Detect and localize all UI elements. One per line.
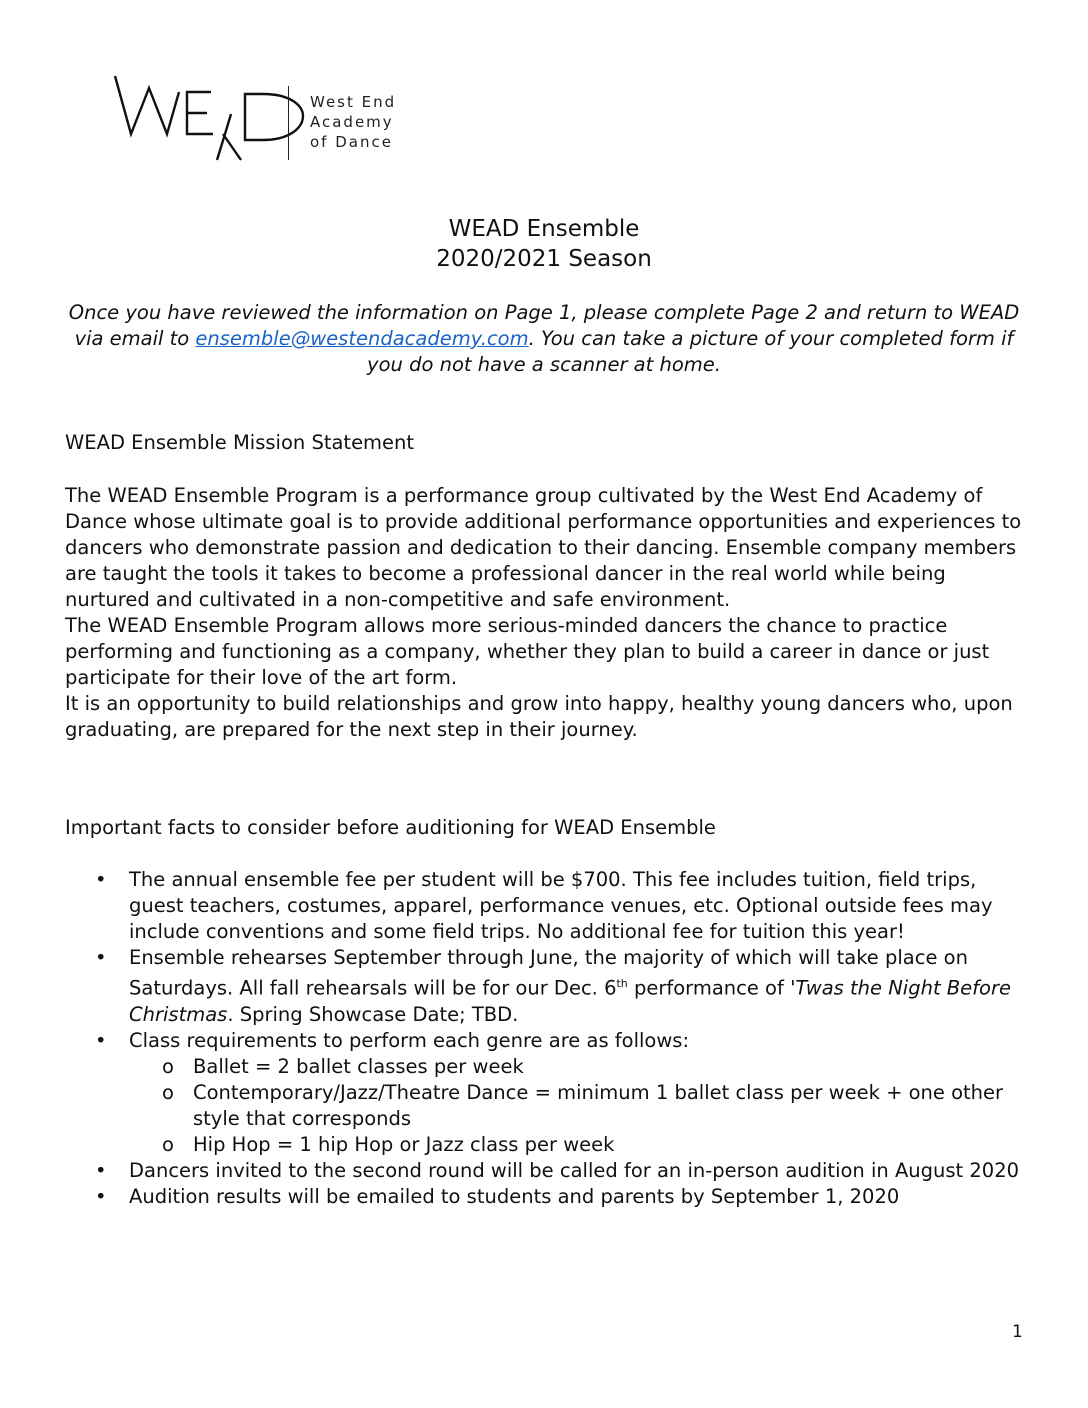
logo-subtitle — [310, 92, 396, 152]
intro-text: . You can take a picture of your completed form if you do not have a scanner at home. — [367, 327, 1014, 376]
wead-logo — [78, 70, 418, 166]
logo-sub-line: Academy — [310, 113, 394, 131]
wead-logo-mark-icon — [78, 70, 348, 166]
bullet-icon: • — [95, 1184, 107, 1208]
list-item — [65, 867, 1035, 945]
ordinal-suffix: th — [616, 977, 628, 990]
logo-sub-line: of Dance — [310, 133, 393, 151]
fact-text: Dancers invited to the second round will be called for an in-person audition in August 2020 — [129, 1158, 1020, 1182]
bullet-icon: • — [95, 868, 107, 891]
list-item — [129, 1080, 1035, 1132]
mission-paragraph: It is an opportunity to build relationships and grow into happy, healthy young dancers who, upon graduating, are prepared for the next step in their journey. — [65, 692, 1013, 741]
logo-divider — [288, 86, 289, 160]
bullet-icon: • — [95, 1158, 107, 1182]
sub-bullet-icon: o — [162, 1132, 174, 1156]
list-item — [129, 1132, 1035, 1158]
bullet-icon: • — [95, 946, 107, 969]
list-item — [65, 1028, 1035, 1158]
facts-list — [65, 867, 1035, 1210]
facts-heading: Important facts to consider before auditioning for WEAD Ensemble — [65, 816, 716, 839]
list-item — [65, 1184, 1035, 1210]
logo-sub-line: West End — [310, 93, 397, 111]
fact-text: performance of — [627, 976, 791, 1000]
list-item — [65, 945, 1035, 1028]
mission-heading: WEAD Ensemble Mission Statement — [65, 431, 415, 454]
fact-text: Ensemble rehearses September through June, the majority of which will take place on Saturdays. All fall rehearsals will be for our Dec. 6 — [129, 946, 968, 1000]
list-item — [65, 1158, 1035, 1184]
show-title: 'Twas the Night Before Christmas — [129, 976, 1011, 1026]
intro-instructions — [60, 300, 1028, 378]
fact-text: Audition results will be emailed to students and parents by September 1, 2020 — [129, 1184, 900, 1208]
genre-requirement: Ballet = 2 ballet classes per week — [193, 1054, 524, 1078]
mission-statement — [65, 483, 1030, 743]
fact-text: Class requirements to perform each genre are as follows: — [129, 1028, 690, 1052]
mission-paragraph: The WEAD Ensemble Program is a performance group cultivated by the West End Academy of Dance whose ultimate goal is to provide additional performance opportunities and experiences to dancers who demonstrate passion and dedication to their dancing. Ensemble company members are taught the tools it takes to become a professional dancer in the real world while being nurtured and cultivated in a non-competitive and safe environment. — [65, 484, 1022, 611]
page-number: 1 — [1012, 1322, 1023, 1342]
document-season: 2020/2021 Season — [436, 246, 652, 272]
intro-text: Once you have reviewed the information on Page 1, please complete Page 2 and return to WEAD via email to — [68, 301, 1020, 350]
document-title: WEAD Ensemble — [448, 216, 640, 242]
sub-bullet-icon: o — [162, 1054, 174, 1078]
bullet-icon: • — [95, 1028, 107, 1052]
mission-paragraph: The WEAD Ensemble Program allows more serious-minded dancers the chance to practice performing and functioning as a company, whether they plan to build a career in dance or just participate for their love of the art form. — [65, 614, 990, 689]
list-item — [129, 1054, 1035, 1080]
genre-requirement: Hip Hop = 1 hip Hop or Jazz class per week — [193, 1132, 615, 1156]
genre-requirements-list — [129, 1054, 1035, 1158]
genre-requirement: Contemporary/Jazz/Theatre Dance = minimum 1 ballet class per week + one other style that corresponds — [193, 1080, 1004, 1130]
fact-text: . Spring Showcase Date; TBD. — [227, 1002, 519, 1026]
sub-bullet-icon: o — [162, 1080, 174, 1104]
fact-text: The annual ensemble fee per student will be $700. This fee includes tuition, field trips, guest teachers, costumes, apparel, performance venues, etc. Optional outside fees may include conventions and some field trips. No additional fee for tuition this year! — [129, 868, 993, 943]
email-link[interactable]: ensemble@westendacademy.com — [195, 327, 529, 350]
